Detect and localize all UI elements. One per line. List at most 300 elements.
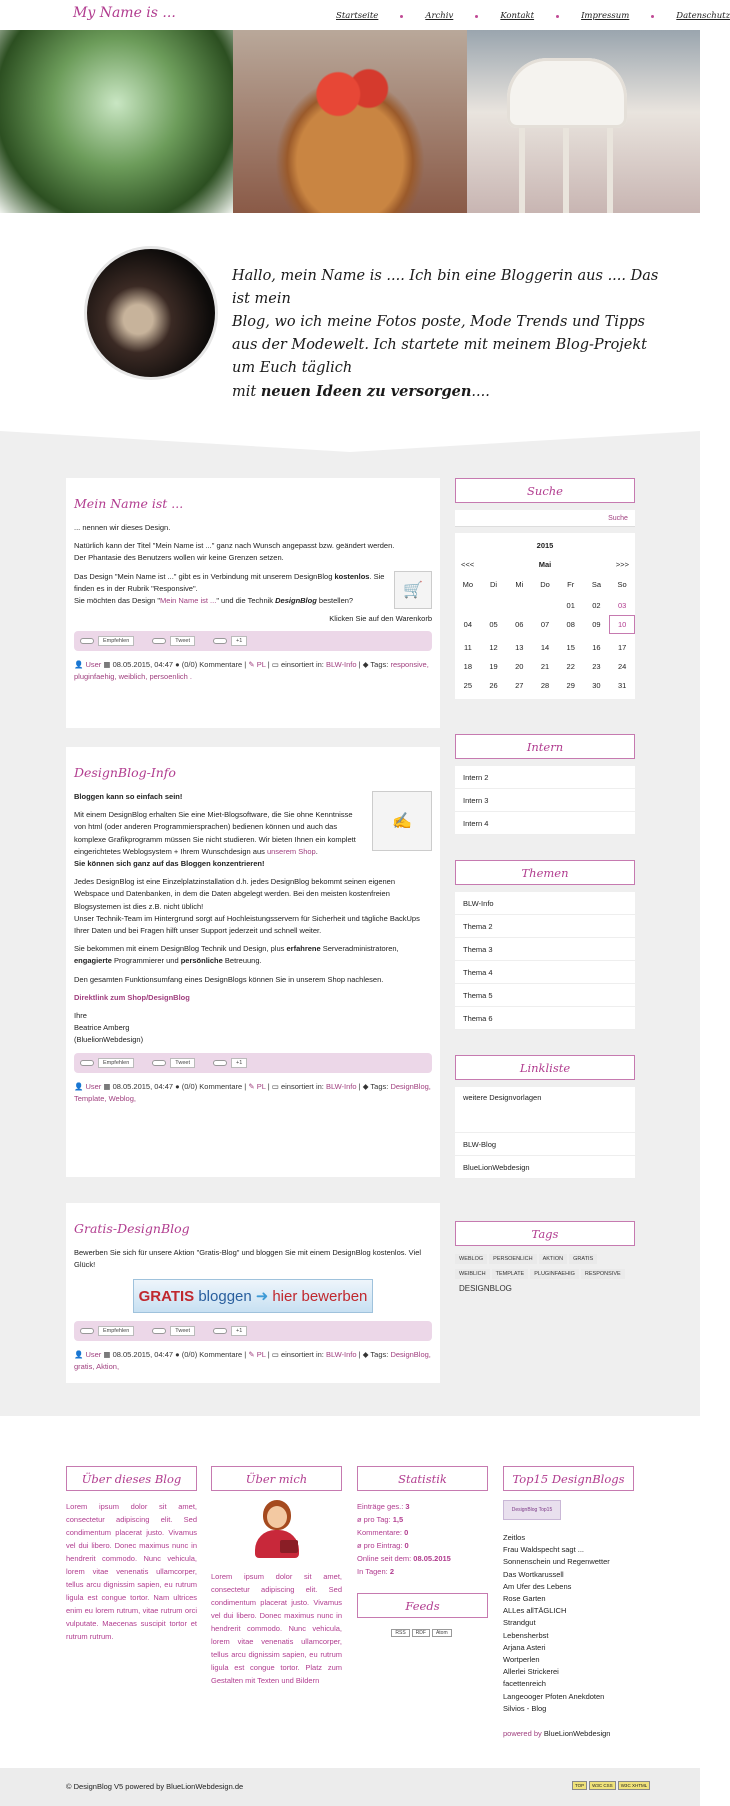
share-group xyxy=(152,636,195,646)
post-text-line: Natürlich kann der Titel "Mein Name ist ..." ganz nach Wunsch angepasst bzw. geändert werden. xyxy=(74,541,395,551)
intro-text-part: mit xyxy=(232,384,261,400)
footer-title: Feeds xyxy=(357,1593,488,1618)
calendar-weekday: Mi xyxy=(515,580,524,589)
calendar-day[interactable]: 21 xyxy=(540,662,550,671)
stat-value: 3 xyxy=(405,1502,410,1511)
stat-row xyxy=(357,1526,488,1539)
top15-item[interactable]: facettenreich xyxy=(503,1679,546,1689)
stat-value: 0 xyxy=(404,1541,409,1550)
share-bar xyxy=(74,1321,432,1341)
calendar-day[interactable]: 10 xyxy=(609,615,635,634)
meta-permalink[interactable]: PL xyxy=(256,660,266,670)
top15-item[interactable]: Allerlei Strickerei xyxy=(503,1667,559,1677)
comment-icon: ● xyxy=(175,1350,180,1360)
feed-buttons xyxy=(357,1627,488,1637)
post-text-part: . Sie finden es in der Rubrik "Responsive". xyxy=(74,571,385,593)
post-text-part: . xyxy=(315,846,318,856)
meta-comment-count[interactable]: (0/0) Kommentare xyxy=(181,660,243,670)
top15-item[interactable]: Frau Waldspecht sagt ... xyxy=(503,1545,585,1555)
calendar-header xyxy=(455,560,635,569)
powered-by xyxy=(503,1729,634,1738)
calendar-day[interactable]: 08 xyxy=(566,620,575,629)
meta-category-label: einsortiert in: xyxy=(280,1350,324,1360)
signature xyxy=(74,1010,432,1047)
validator-badge[interactable]: W3C CSS xyxy=(589,1781,616,1790)
post-text-part: Sie bekommen mit einem DesignBlog Technik und Design, plus xyxy=(74,944,287,954)
permalink-icon: ✎ xyxy=(248,1350,255,1360)
share-group xyxy=(213,1326,247,1336)
calendar-day[interactable]: 20 xyxy=(515,662,524,671)
share-group xyxy=(80,1326,134,1336)
calendar-day[interactable]: 02 xyxy=(592,601,601,610)
search-input[interactable] xyxy=(455,510,601,526)
hero-table-legs xyxy=(519,128,619,213)
links-widget xyxy=(455,1055,635,1179)
calendar-day[interactable]: 18 xyxy=(463,662,473,671)
share-toggle[interactable] xyxy=(213,638,227,644)
post-text: ... nennen wir dieses Design. xyxy=(74,523,171,532)
meta-tags-label: Tags: xyxy=(370,1081,389,1091)
tag-link[interactable]: DESIGNBLOG xyxy=(459,1284,512,1293)
intern-link[interactable]: Intern 2 xyxy=(455,766,635,789)
calendar-day[interactable]: 16 xyxy=(592,643,601,652)
meta-tags-label: Tags: xyxy=(370,660,389,670)
calendar-day[interactable]: 01 xyxy=(566,601,575,610)
tags-widget xyxy=(455,1221,635,1298)
post-text-part: Jedes DesignBlog ist eine Einzelplatzinstallation d.h. jedes DesignBlog bekommt seinen eigenen Webspace und Datenbanken, in dem die Daten abgelegt werden. Bei den meisten kostenfreien Blogsystemen ist dies z.B. nicht üblich! xyxy=(74,877,396,911)
calendar-day[interactable]: 22 xyxy=(566,662,575,671)
share-toggle[interactable] xyxy=(213,1328,227,1334)
themen-link[interactable]: Thema 4 xyxy=(455,961,635,984)
nav-separator xyxy=(475,15,478,18)
top15-item[interactable]: Das Wortkarussell xyxy=(503,1569,564,1579)
nav-datenschutz[interactable]: Datenschutz xyxy=(676,11,730,21)
meta-user-link[interactable]: User xyxy=(85,1350,102,1360)
meta-tags-links[interactable]: DesignBlog, xyxy=(390,1350,431,1360)
calendar-day[interactable]: 19 xyxy=(489,662,498,671)
stat-value: 08.05.2015 xyxy=(413,1554,451,1563)
calendar-day[interactable]: 28 xyxy=(540,681,550,690)
post-text-part: Programmierer und xyxy=(111,956,181,966)
themen-link[interactable]: BLW-Info xyxy=(455,892,635,915)
facebook-recommend-button[interactable]: Empfehlen xyxy=(98,1326,134,1336)
stat-value: 0 xyxy=(404,1528,409,1537)
top15-item[interactable]: Rose Garten xyxy=(503,1594,546,1604)
stat-label: ø pro Tag: xyxy=(357,1515,391,1524)
calendar-weekday: Sa xyxy=(591,580,602,589)
nav-separator xyxy=(651,15,654,18)
share-group xyxy=(152,1326,195,1336)
post-text xyxy=(74,876,432,937)
meta-permalink[interactable]: PL xyxy=(256,1081,266,1091)
share-toggle[interactable] xyxy=(213,1060,227,1066)
user-icon: 👤 xyxy=(74,1081,84,1091)
share-bar xyxy=(74,1053,432,1073)
calendar-day[interactable]: 31 xyxy=(617,681,627,690)
calendar-weekday: Mo xyxy=(462,580,474,589)
post-bold: engagierte xyxy=(74,956,112,966)
calendar-day[interactable]: 03 xyxy=(617,601,627,610)
banner-bloggen: bloggen xyxy=(198,1287,252,1305)
cart-hint: Klicken Sie auf den Warenkorb xyxy=(329,614,432,624)
intro-text xyxy=(232,265,672,404)
link-item[interactable]: BlueLionWebdesign xyxy=(455,1156,635,1179)
post-text: Bewerben Sie sich für unsere Aktion "Gratis-Blog" und bloggen Sie mit einem DesignBlog kostenlos. Viel Glück! xyxy=(74,1248,422,1270)
tweet-button[interactable]: Tweet xyxy=(170,1326,195,1336)
person-icon xyxy=(250,1500,304,1560)
top15-item[interactable]: Lebensherbst xyxy=(503,1630,549,1640)
footer-title: Statistik xyxy=(357,1466,488,1491)
top-bar xyxy=(0,0,730,30)
calendar-day[interactable]: 15 xyxy=(566,643,575,652)
intro-avatar xyxy=(84,246,218,380)
share-toggle[interactable] xyxy=(152,638,166,644)
folder-icon: ▭ xyxy=(271,660,279,670)
meta-tags-links[interactable]: gratis, Aktion, xyxy=(74,1362,120,1372)
share-group xyxy=(80,1058,134,1068)
share-bar xyxy=(74,631,432,651)
stats-list xyxy=(357,1500,488,1578)
intern-link[interactable]: Intern 4 xyxy=(455,812,635,835)
stat-label: ø pro Eintrag: xyxy=(357,1541,403,1550)
arrow-icon: ➜ xyxy=(255,1288,269,1306)
powered-link[interactable]: BlueLionWebdesign xyxy=(543,1729,611,1739)
post-text xyxy=(74,540,432,564)
tag-link[interactable]: RESPONSIVE xyxy=(581,1269,625,1279)
folder-icon: ▭ xyxy=(271,1081,279,1091)
calendar-empty xyxy=(481,600,507,611)
calendar-day[interactable]: 30 xyxy=(592,681,601,690)
links-list xyxy=(455,1087,635,1179)
validator-badges xyxy=(570,1781,650,1790)
calendar-year: 2015 xyxy=(536,541,554,550)
tag-link[interactable]: AKTION xyxy=(539,1254,567,1264)
themen-link[interactable]: Thema 2 xyxy=(455,915,635,938)
themen-link[interactable]: Thema 6 xyxy=(455,1007,635,1030)
permalink-icon: ✎ xyxy=(248,1081,255,1091)
tag-link[interactable]: TEMPLATE xyxy=(492,1269,529,1279)
bottom-bar xyxy=(0,1768,700,1806)
calendar-day[interactable]: 12 xyxy=(489,643,498,652)
meta-category-link[interactable]: BLW-Info xyxy=(325,1350,357,1360)
meta-tags-links[interactable]: DesignBlog, xyxy=(390,1081,431,1091)
tag-cloud xyxy=(455,1253,635,1298)
facebook-recommend-button[interactable]: Empfehlen xyxy=(98,636,134,646)
intern-list xyxy=(455,766,635,835)
calendar-next[interactable]: >>> xyxy=(615,560,629,569)
post-title[interactable]: DesignBlog-Info xyxy=(74,765,176,780)
hero-table-shape xyxy=(507,58,627,128)
calendar-day[interactable]: 11 xyxy=(463,643,472,652)
search-row xyxy=(455,510,635,527)
top15-item[interactable]: Silvios - Blog xyxy=(503,1703,547,1713)
calendar-month: Mai xyxy=(538,560,552,569)
calendar-day[interactable]: 13 xyxy=(515,643,524,652)
calendar-day[interactable]: 09 xyxy=(592,620,601,629)
tag-link[interactable]: PLUGINFAEHIG xyxy=(530,1269,579,1279)
search-button[interactable]: Suche xyxy=(608,514,628,522)
post-title[interactable]: Gratis-DesignBlog xyxy=(74,1221,190,1236)
widget-title: Themen xyxy=(455,860,635,885)
hero-banner xyxy=(0,30,700,213)
comment-icon: ● xyxy=(175,660,180,670)
calendar-weekday: So xyxy=(617,580,627,589)
meta-comment-count[interactable]: (0/0) Kommentare xyxy=(181,1081,243,1091)
top15-logo[interactable]: DesignBlog Top15 xyxy=(503,1500,561,1520)
tag-link[interactable]: WEBLOG xyxy=(455,1254,487,1264)
calendar-day[interactable]: 25 xyxy=(463,681,473,690)
stat-row xyxy=(357,1565,488,1578)
intern-widget xyxy=(455,734,635,835)
post-text-part: Das Design "Mein Name ist ..." gibt es in Verbindung mit unserem DesignBlog xyxy=(74,571,335,581)
calendar-weekday: Di xyxy=(490,580,498,589)
calendar-empty xyxy=(506,600,532,611)
meta-category-label: einsortiert in: xyxy=(280,1081,324,1091)
calendar-day[interactable]: 24 xyxy=(617,662,627,671)
widget-title: Intern xyxy=(455,734,635,759)
post-text-part: bestellen? xyxy=(316,596,354,606)
signature-line: Ihre xyxy=(74,1011,87,1021)
sketch-image: ✍ xyxy=(372,791,432,851)
footer-title: Top15 DesignBlogs xyxy=(503,1466,634,1491)
signature-line: (BluelionWebdesign) xyxy=(74,1035,144,1045)
stat-row xyxy=(357,1539,488,1552)
calendar-icon: ▦ xyxy=(103,1350,111,1360)
site-brand[interactable]: My Name is ... xyxy=(73,5,176,21)
top15-item[interactable]: Sonnenschein und Regenwetter xyxy=(503,1557,610,1567)
tag-link[interactable]: PERSOENLICH xyxy=(489,1254,536,1264)
post-title[interactable]: Mein Name ist ... xyxy=(74,496,184,511)
direct-shop-link[interactable]: Direktlink zum Shop/DesignBlog xyxy=(74,992,190,1002)
intern-link[interactable]: Intern 3 xyxy=(455,789,635,812)
share-group xyxy=(213,1058,247,1068)
calendar-days xyxy=(455,600,635,691)
copyright: © DesignBlog V5 powered by BlueLionWebdesign.de xyxy=(66,1782,244,1791)
search-widget xyxy=(455,478,635,699)
intro-line xyxy=(232,380,672,404)
calendar-prev[interactable]: <<< xyxy=(461,560,475,569)
calendar-day[interactable]: 29 xyxy=(566,681,575,690)
top15-item[interactable]: Strandgut xyxy=(503,1618,536,1628)
meta-date: 08.05.2015, 04:47 xyxy=(112,660,174,670)
calendar xyxy=(455,533,635,699)
link-item[interactable]: weitere Designvorlagen xyxy=(455,1087,635,1133)
user-icon: 👤 xyxy=(74,1350,84,1360)
plus-one-button[interactable]: +1 xyxy=(231,1058,247,1068)
meta-tags-links[interactable]: Template, Weblog, xyxy=(74,1093,136,1103)
themen-link[interactable]: Thema 5 xyxy=(455,984,635,1007)
tweet-button[interactable]: Tweet xyxy=(170,1058,195,1068)
rss-feed-button[interactable]: RSS xyxy=(391,1629,409,1637)
nav-separator xyxy=(400,15,403,18)
tweet-button[interactable]: Tweet xyxy=(170,636,195,646)
validator-badge[interactable]: W3C XHTML xyxy=(618,1781,651,1790)
calendar-day[interactable]: 14 xyxy=(540,643,550,652)
calendar-weekdays xyxy=(455,579,635,590)
stat-value: 1,5 xyxy=(392,1515,404,1524)
calendar-day[interactable]: 23 xyxy=(592,662,601,671)
stat-row xyxy=(357,1552,488,1565)
footer-stats xyxy=(357,1466,488,1637)
post-card xyxy=(66,478,440,728)
top15-item[interactable]: Langeooger Pfoten Anekdoten xyxy=(503,1691,605,1701)
footer-about-text: Lorem ipsum dolor sit amet, consectetur adipiscing elit. Sed condimentum placerat justo. Vivamus vel dui libero. Donec maximus nunc in hendrerit commodo. Nunc vehicula, lorem vitae venenatis ullamcorper, tellus arcu dignissim sapien, eu rutrum ligula est congue tortor. Nam ultrices enim eu lorem rutrum, vitae rutrum orci vulputate. Maecenas suscipit tortor et rutrum rutrum. xyxy=(66,1502,197,1641)
footer-me xyxy=(211,1466,342,1687)
post-text-part: Sie möchten das Design " xyxy=(74,596,161,606)
themen-link[interactable]: Thema 3 xyxy=(455,938,635,961)
rdf-feed-button[interactable]: RDF xyxy=(412,1629,430,1637)
themen-list xyxy=(455,892,635,1030)
plus-one-button[interactable]: +1 xyxy=(231,636,247,646)
intro-emphasis: neuen Ideen zu versorgen xyxy=(260,383,472,400)
footer-title: Über mich xyxy=(211,1466,342,1491)
meta-user-link[interactable]: User xyxy=(85,660,102,670)
shop-link[interactable]: unserem Shop xyxy=(266,846,316,856)
share-group xyxy=(213,636,247,646)
post-text-line: Der Phantasie des Benutzers wollen wir keine Grenzen setzen. xyxy=(74,553,284,563)
post-bold: erfahrene xyxy=(286,944,321,954)
hero-image-furniture xyxy=(467,30,700,213)
stat-label: In Tagen: xyxy=(357,1567,388,1576)
user-icon: 👤 xyxy=(74,660,84,670)
calendar-day[interactable]: 07 xyxy=(540,620,550,629)
top15-item[interactable]: ALLes allTÄGLICH xyxy=(503,1606,567,1616)
widget-title: Tags xyxy=(455,1221,635,1246)
nav-separator xyxy=(556,15,559,18)
meta-date: 08.05.2015, 04:47 xyxy=(112,1350,174,1360)
tag-icon: ◆ xyxy=(362,660,369,670)
meta-tags-links[interactable]: responsive, pluginfaehig, weiblich, persoenlich . xyxy=(74,660,429,682)
top15-item[interactable]: Am Ufer des Lebens xyxy=(503,1581,572,1591)
calendar-empty xyxy=(455,600,481,611)
stat-value: 2 xyxy=(389,1567,394,1576)
top15-item[interactable]: Arjana Asteri xyxy=(503,1642,546,1652)
post-meta: 👤 User ▦ 08.05.2015, 04:47 ● (0/0) Kommentare | ✎ PL | ▭ einsortiert in: BLW-Info | ◆ Tags: DesignBlog, Template, Weblog, xyxy=(74,1081,431,1103)
calendar-icon: ▦ xyxy=(103,1081,111,1091)
stat-label: Einträge ges.: xyxy=(357,1502,404,1511)
meta-tags-label: Tags: xyxy=(370,1350,389,1360)
post-meta: 👤 User ▦ 08.05.2015, 04:47 ● (0/0) Kommentare | ✎ PL | ▭ einsortiert in: BLW-Info | ◆ Tags: responsive, pluginfaehig, weiblich, persoenlich . xyxy=(74,660,429,682)
calendar-day[interactable]: 17 xyxy=(617,643,627,652)
atom-feed-button[interactable]: Atom xyxy=(432,1629,452,1637)
facebook-recommend-button[interactable]: Empfehlen xyxy=(98,1058,134,1068)
post-bold: kostenlos xyxy=(334,571,370,581)
powered-label: powered by xyxy=(503,1729,542,1739)
stat-label: Kommentare: xyxy=(357,1528,403,1537)
post-text xyxy=(74,571,432,608)
meta-category-link[interactable]: BLW-Info xyxy=(325,660,357,670)
top15-list xyxy=(503,1532,634,1715)
intro-line: aus der Modewelt. Ich startete mit meinem Blog-Projekt um Euch täglich xyxy=(232,337,647,376)
calendar-day[interactable]: 05 xyxy=(489,620,498,629)
folder-icon: ▭ xyxy=(271,1350,279,1360)
post-text-part: Betreuung. xyxy=(222,956,262,966)
widget-title: Suche xyxy=(455,478,635,503)
main-nav xyxy=(336,11,730,21)
calendar-day[interactable]: 27 xyxy=(515,681,524,690)
link-item[interactable]: BLW-Blog xyxy=(455,1133,635,1156)
share-toggle[interactable] xyxy=(152,1328,166,1334)
nav-startseite[interactable]: Startseite xyxy=(336,11,379,21)
top15-item[interactable]: Wortperlen xyxy=(503,1655,540,1665)
meta-comment-count[interactable]: (0/0) Kommentare xyxy=(181,1350,243,1360)
calendar-icon: ▦ xyxy=(103,660,111,670)
stat-row xyxy=(357,1500,488,1513)
banner-apply: hier bewerben xyxy=(272,1287,368,1305)
intro-text-part: .... xyxy=(471,384,490,400)
share-toggle[interactable] xyxy=(80,1060,94,1066)
footer-top15 xyxy=(503,1466,634,1738)
footer-title: Über dieses Blog xyxy=(66,1466,197,1491)
calendar-empty xyxy=(532,600,558,611)
validator-badge[interactable]: TOP xyxy=(572,1781,587,1790)
intro-line: Hallo, mein Name is .... Ich bin eine Bloggerin aus .... Das ist mein xyxy=(232,268,659,307)
signature-line: Beatrice Amberg xyxy=(74,1023,130,1033)
post-bold: Sie können sich ganz auf das Bloggen konzentrieren! xyxy=(74,859,265,869)
stat-label: Online seit dem: xyxy=(357,1554,412,1563)
post-text-part: " und die Technik xyxy=(216,596,276,606)
post-text-part: Unser Technik-Team im Hintergrund sorgt auf Hochleistungsservern für Sicherheit und tägliche BackUps Ihrer Daten und bei Fragen hilft unser Support jederzeit und schnell weiter. xyxy=(74,913,420,936)
post-bold: DesignBlog xyxy=(275,596,317,606)
meta-date: 08.05.2015, 04:47 xyxy=(112,1081,174,1091)
banner-gratis: GRATIS xyxy=(138,1287,195,1305)
share-group xyxy=(80,636,134,646)
share-group xyxy=(152,1058,195,1068)
nav-archiv[interactable]: Archiv xyxy=(425,11,454,21)
themen-widget xyxy=(455,860,635,1030)
post-lead: Bloggen kann so einfach sein! xyxy=(74,792,183,801)
hero-image-plants xyxy=(0,30,233,213)
tag-icon: ◆ xyxy=(362,1081,369,1091)
post-link[interactable]: Mein Name ist ... xyxy=(160,596,217,606)
post-text xyxy=(74,943,432,967)
tag-link[interactable]: WEIBLICH xyxy=(455,1269,490,1279)
tag-link[interactable]: GRATIS xyxy=(569,1254,597,1264)
post-card xyxy=(66,1203,440,1383)
post-text-part: Serveradministratoren, xyxy=(320,944,399,954)
footer-me-text: Lorem ipsum dolor sit amet, consectetur adipiscing elit. Sed condimentum placerat justo. Vivamus vel dui libero. Donec maximus nunc in hendrerit commodo. Nunc vehicula, lorem vitae venenatis ullamcorper, tellus arcu dignissim sapien, eu rutrum ligula est congue tortor. Platz zum Gestalten mit Texten und Bildern xyxy=(211,1572,342,1685)
share-toggle[interactable] xyxy=(80,638,94,644)
post-bold: persönliche xyxy=(180,956,223,966)
permalink-icon: ✎ xyxy=(248,660,255,670)
meta-category-link[interactable]: BLW-Info xyxy=(325,1081,357,1091)
nav-kontakt[interactable]: Kontakt xyxy=(500,11,535,21)
calendar-day[interactable]: 06 xyxy=(515,620,524,629)
nav-impressum[interactable]: Impressum xyxy=(581,11,630,21)
stat-row xyxy=(357,1513,488,1526)
top15-item[interactable]: Zeitlos xyxy=(503,1533,526,1542)
post-text-part: Mit einem DesignBlog erhalten Sie eine Miet-Blogsoftware, die Sie ohne Kenntnisse von html (oder anderen Programmiersprachen) bedienen können und auch das komplexe Grafikprogramm müssen Sie nicht studieren. Wir bieten Ihnen ein komplett eingerichtetes Weblogsystem + Ihrem Wunschdesign aus xyxy=(74,810,356,856)
widget-title: Linkliste xyxy=(455,1055,635,1080)
meta-user-link[interactable]: User xyxy=(85,1081,102,1091)
gratis-banner[interactable] xyxy=(133,1279,373,1313)
hero-image-food xyxy=(233,30,466,213)
share-toggle[interactable] xyxy=(80,1328,94,1334)
calendar-weekday: Fr xyxy=(567,580,575,589)
calendar-day[interactable]: 26 xyxy=(489,681,498,690)
meta-permalink[interactable]: PL xyxy=(256,1350,266,1360)
cart-icon[interactable]: 🛒 xyxy=(394,571,432,609)
meta-category-label: einsortiert in: xyxy=(280,660,324,670)
calendar-day[interactable]: 04 xyxy=(463,620,473,629)
comment-icon: ● xyxy=(175,1081,180,1091)
post-text: Den gesamten Funktionsumfang eines DesignBlogs können Sie in unserem Shop nachlesen. xyxy=(74,974,384,984)
post-meta: 👤 User ▦ 08.05.2015, 04:47 ● (0/0) Kommentare | ✎ PL | ▭ einsortiert in: BLW-Info | ◆ Tags: DesignBlog, gratis, Aktion, xyxy=(74,1350,431,1372)
plus-one-button[interactable]: +1 xyxy=(231,1326,247,1336)
post-card xyxy=(66,747,440,1177)
share-toggle[interactable] xyxy=(152,1060,166,1066)
calendar-weekday: Do xyxy=(540,580,550,589)
